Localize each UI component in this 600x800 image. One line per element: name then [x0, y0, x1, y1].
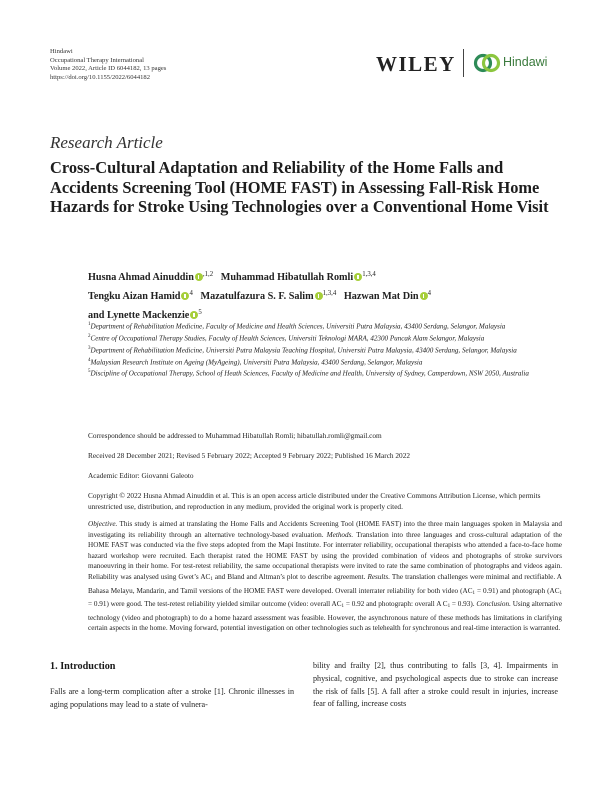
hindawi-logo-text: Hindawi: [503, 55, 548, 69]
author[interactable]: Muhammad Hibatullah Romli $^{1,3,4}$: [220, 271, 376, 283]
doi-link[interactable]: https://doi.org/10.1155/2022/6044182: [50, 73, 151, 81]
affiliation: $^5$Discipline of Occupational Therapy, School of Heath Sciences, Faculty of Medicine and Health, University of Sydney, Camperdown, NSW 2050, Australia: [88, 369, 529, 378]
abstract-conclusion-label: Conclusion.: [476, 600, 511, 609]
abstract-methods-label: Methods.: [326, 530, 354, 539]
publisher-name: Hindawi: [50, 48, 73, 55]
author[interactable]: Mazatulfazura S. F. Salim $^{1,3,4}$: [200, 289, 337, 302]
hindawi-logo-icon: [473, 51, 501, 75]
journal-name: Occupational Therapy International: [50, 56, 144, 64]
affiliation-list: [88, 320, 558, 379]
orcid-icon[interactable]: [420, 292, 428, 300]
publication-dates: Received 28 December 2021; Revised 5 February 2022; Accepted 9 February 2022; Published 16 March 2022: [88, 451, 410, 460]
introduction-column-right: bility and frailty [2], thus contributing to falls [3, 4]. Impairments in physical, cognitive, and psychological aspects due to stroke can increase the risk of falls [5]. A fall after a stroke could result in injuries, increase fear of falling, increase costs: [313, 661, 558, 709]
academic-editor: Academic Editor: Giovanni Galeoto: [88, 471, 194, 480]
orcid-icon[interactable]: [195, 273, 203, 281]
wiley-logo: WILEY: [376, 52, 456, 76]
article-type: Research Article: [50, 133, 163, 152]
author[interactable]: Tengku Aizan Hamid $^4$: [88, 289, 193, 302]
copyright-notice: Copyright © 2022 Husna Ahmad Ainuddin et al. This is an open access article distributed under the Creative Commons Attribution License, which permits unrestricted use, distribution, and reproduction in any medium, provided the original work is properly cited.: [88, 491, 541, 511]
affiliation: $^2$Centre of Occupational Therapy Studies, Faculty of Health Sciences, Universiti Teknologi MARA, 42300 Puncak Alam Selangor, Malaysia: [88, 333, 485, 343]
journal-info: [50, 48, 166, 82]
orcid-icon[interactable]: [190, 311, 198, 319]
abstract: Objective. This study is aimed at translating the Home Falls and Accidents Screening Tool (HOME FAST) into the three main languages spoken in Malaysia and investigating its reliability through an alternative technology-based evaluation. Methods. Translation into three languages and cross-cultural adaptation of the HOME FAST was conducted via the five steps adopted from the Mapi Institute. For interrater reliability, occupational therapists who attended a face-to-face home hazard workshop were recruited. Each therapist rated the HOME FAST by using the provided combination of videos and photographs of stroke survivors manoeuvring in their home. For test-retest reliability, the same occupational therapists were invited to rate the same combination of photographs and videos again. Reliability was analysed using Gwet’s $AC_1$ and Bland and Altman’s plot to describe agreement. Results. The translation challenges were minimal and rectifiable. A Bahasa Melayu, Mandarin, and Tamil versions of the HOME FAST were developed. Overall interrater reliability for both video $(AC_1 = 0.91)$ and photograph $(AC_1 = 0.91)$ were good. The test-retest reliability yielded similar outcome (video: overall $AC_1 = 0.92$ and photograph: overall A $C_1 = 0.93$). Conclusion. Using alternative technology (video and photograph) to do a home hazard assessment was feasible. However, the asynchronous nature of these methods has limitations in clarifying certain aspects in the home. Moving forward, potential investigation on other technologies such as telehealth for synchronous and real-time interaction is warranted.: [88, 520, 563, 633]
abstract-results-label: Results.: [367, 572, 390, 581]
abstract-objective-label: Objective.: [88, 520, 118, 528]
author-affiliation-marker: 4: [189, 289, 193, 297]
affiliation: $^4$Malaysian Research Institute on Ageing (MyAgeing), Universiti Putra Malaysia, 43400 Serdang, Selangor, Malaysia: [88, 357, 423, 366]
author-list: [88, 267, 548, 323]
introduction-heading: 1. Introduction: [50, 661, 116, 672]
correspondence: Correspondence should be addressed to Muhammad Hibatullah Romli; hibatullah.romli@gmail.com: [88, 431, 382, 440]
orcid-icon[interactable]: [315, 292, 323, 300]
introduction-column-left: Falls are a long-term complication after a stroke [1]. Chronic illnesses in aging populations may lead to a state of vulnera-: [50, 687, 294, 709]
orcid-icon[interactable]: [354, 273, 362, 281]
volume-line: Volume 2022, Article ID 6044182, 13 pages: [50, 65, 167, 73]
affiliation: $^1$Department of Rehabilitation Medicine, Faculty of Medicine and Health Sciences, Universiti Putra Malaysia, 43400 Serdang, Selangor, Malaysia: [88, 322, 506, 331]
orcid-icon[interactable]: [181, 292, 189, 300]
author[interactable]: Husna Ahmad Ainuddin $^{,1,2}$: [88, 271, 214, 283]
author-affiliation-marker: ,1,2: [202, 271, 214, 278]
article-title: Cross-Cultural Adaptation and Reliability of the Home Falls and Accidents Screening Tool (HOME FAST) in Assessing Fall-Risk Home Hazards for Stroke Using Technologies over a Conventional Home Visit: [50, 158, 549, 216]
publisher-logos: [376, 47, 556, 79]
author-affiliation-marker: 4: [427, 289, 431, 297]
author-affiliation-marker: 1,3,4: [322, 289, 337, 297]
logo-divider: [463, 49, 464, 77]
author-affiliation-marker: 5: [198, 308, 202, 316]
author[interactable]: Hazwan Mat Din $^4$: [343, 289, 431, 302]
author-affiliation-marker: 1,3,4: [362, 271, 376, 278]
author[interactable]: and Lynette Mackenzie $^5$: [88, 308, 202, 321]
affiliation: $^3$Department of Rehabilitation Medicine, Universiti Putra Malaysia Teaching Hospital, Universiti Putra Malaysia, 43400 Serdang, Selangor, Malaysia: [88, 345, 517, 355]
